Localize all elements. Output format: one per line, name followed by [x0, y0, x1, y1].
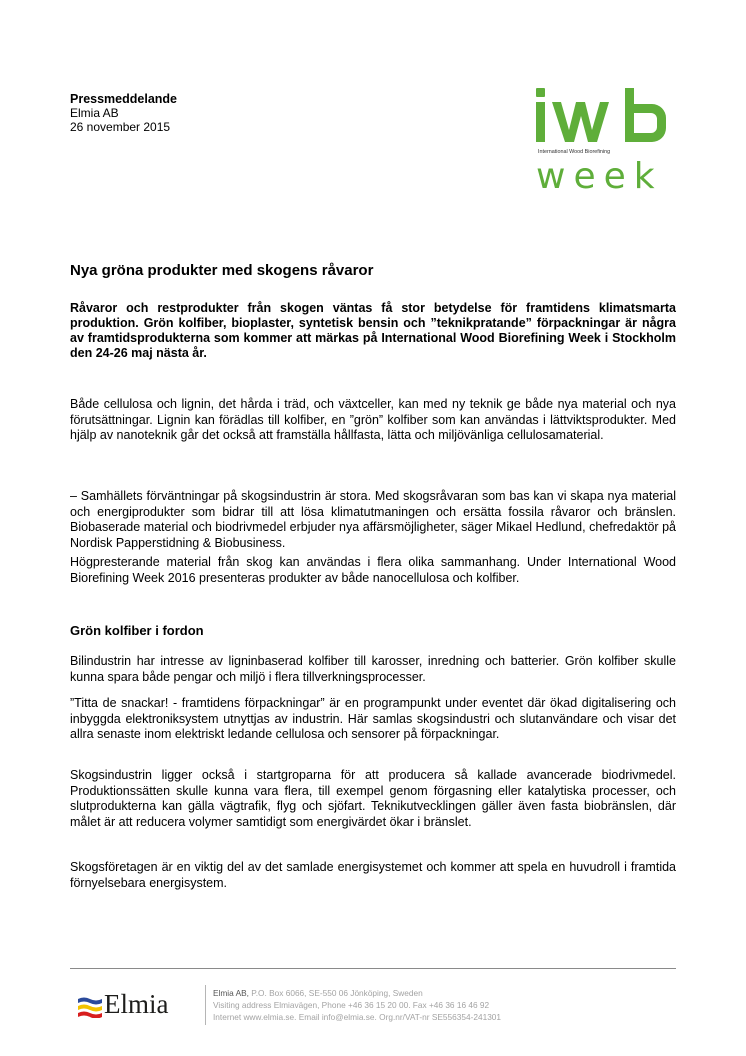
section-heading: Grön kolfiber i fordon: [70, 623, 204, 638]
article-lead: Råvaror och restprodukter från skogen väntas få stor betydelse för framtidens klimatsmarta produktion. Grön kolfiber, bioplaster, syntetisk bensin och ”teknikpratande” förpackningar är några av framtidsprodukterna som kommer att märkas på International Wood Biorefining Week i Stockholm den 24-26 maj nästa år.: [70, 301, 676, 360]
logo-tagline: International Wood Biorefining: [538, 149, 611, 155]
paragraph: Både cellulosa och lignin, det hårda i träd, och växtceller, kan med ny teknik ge både nya material och nya förutsättningar. Lignin kan förädlas till kolfiber, en ”grön” kolfiber som kan användas i lättviktsprodukter. Med hjälp av nanoteknik går det också att framställa hållfasta, lätta och miljövänliga cellulosamaterial.: [70, 397, 676, 442]
elmia-flag-icon: [78, 996, 102, 1018]
footer-internet: Internet www.elmia.se. Email info@elmia.se. Org.nr/VAT-nr SE556354-241301: [213, 1012, 502, 1022]
footer-company: Elmia AB,: [213, 988, 249, 998]
elmia-logo: [78, 990, 198, 1020]
paragraph: Högpresterande material från skog kan användas i flera olika sammanhang. Under International Wood Biorefining Week 2016 presenteras produkter av både nanocellulosa och kolfiber.: [70, 555, 676, 585]
paragraph: – Samhällets förväntningar på skogsindustrin är stora. Med skogsråvaran som bas kan vi skapa nya material och energiprodukter som bidrar till att lösa klimatutmaningen och ersätta fossila råvaror och bränslen. Biobaserade material och biodrivmedel erbjuder nya affärsmöjligheter, säger Mikael Hedlund, chefredaktör på Nordisk Papperstidning & Biobusiness.: [70, 489, 676, 550]
company-name: Elmia AB: [70, 106, 119, 120]
logo-week: week: [536, 156, 663, 192]
footer-divider: [70, 968, 676, 969]
sender-block: [70, 92, 177, 134]
iwb-week-logo: [534, 88, 678, 192]
paragraph: Bilindustrin har intresse av ligninbaserad kolfiber till karosser, inredning och batterier. Grön kolfiber skulle kunna spara både pengar och miljö i flera tillverkningsprocesser.: [70, 654, 676, 684]
footer-separator: [205, 985, 206, 1025]
footer-visiting: Visiting address Elmiavägen, Phone +46 36 15 20 00. Fax +46 36 16 46 92: [213, 1000, 490, 1010]
paragraph: ”Titta de snackar! - framtidens förpackningar” är en programpunkt under eventet där ökad digitalisering och inbyggda elektroniksystem utnyttjas av industrin. Här samlas skogsindustri och slutanvändare och visar det allra senaste inom elektriskt ledande cellulosa och sensorer på förpackningar.: [70, 696, 676, 741]
elmia-wordmark: Elmia: [104, 989, 169, 1019]
footer-address: P.O. Box 6066, SE-550 06 Jönköping, Sweden: [251, 988, 423, 998]
release-date: 26 november 2015: [70, 120, 171, 134]
doc-type: Pressmeddelande: [70, 92, 177, 106]
article-title: Nya gröna produkter med skogens råvaror: [70, 262, 374, 279]
footer-contact: [213, 987, 501, 1023]
paragraph: Skogsindustrin ligger också i startgroparna för att producera så kallade avancerade biodrivmedel. Produktionssätten skulle kunna vara flera, till exempel genom förgasning eller katalytiska processer, och slutprodukterna kan gälla vägtrafik, flyg och sjöfart. Teknikutvecklingen gäller även fasta biobränslen, där målet är att reducera volymer samtidigt som energivärdet ökar i bränslet.: [70, 768, 676, 829]
paragraph: Skogsföretagen är en viktig del av det samlade energisystemet och kommer att spela en huvudroll i framtida förnyelsebara energisystem.: [70, 860, 676, 890]
